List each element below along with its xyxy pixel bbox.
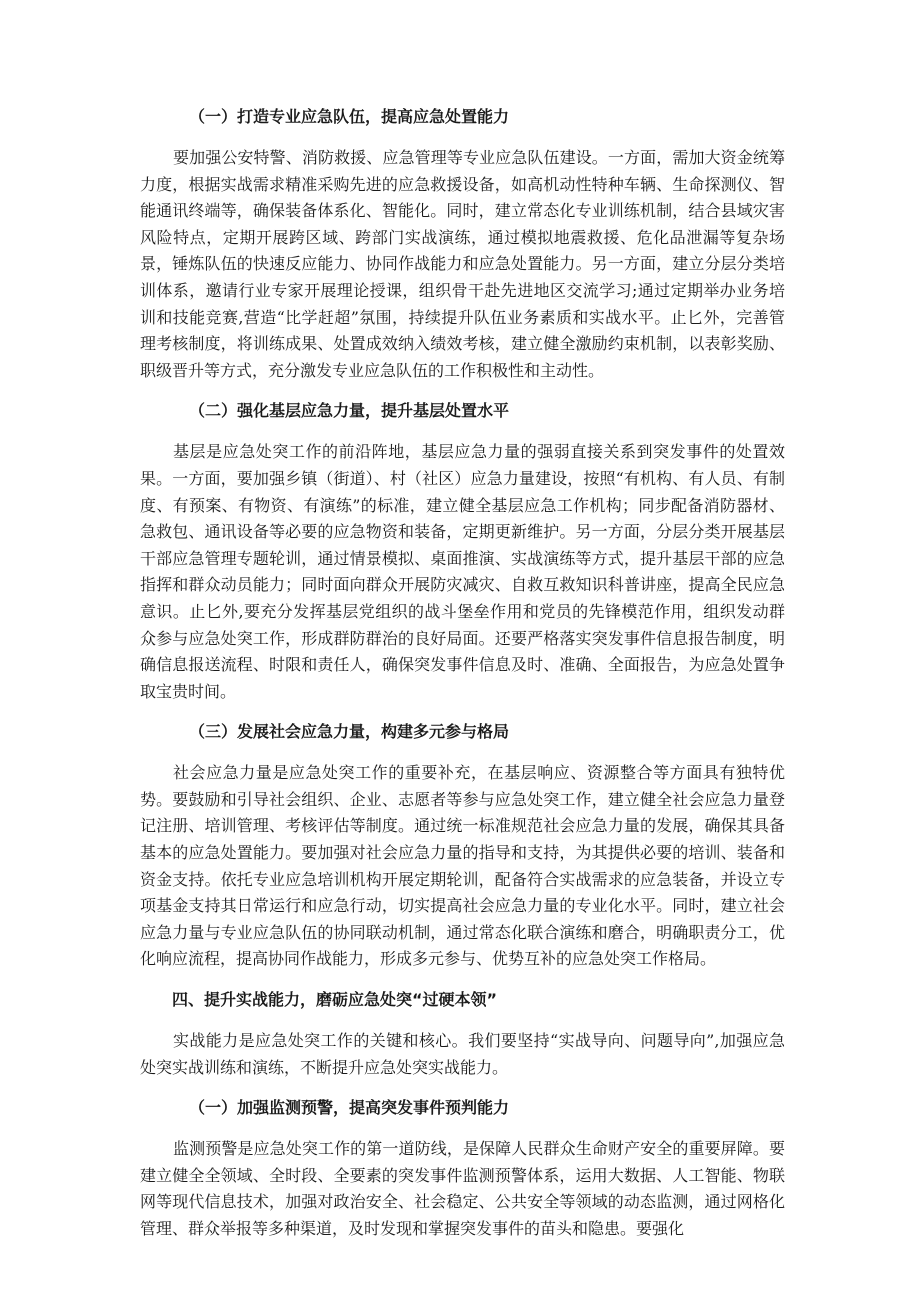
section-2 <box>140 398 785 705</box>
section-heading: （三）发展社会应急力量，构建多元参与格局 <box>189 722 510 742</box>
document-page <box>140 104 785 1257</box>
chapter-heading: 四、提升实战能力，磨砺应急处突“过硬本领” <box>172 990 498 1010</box>
section-5 <box>140 1095 785 1242</box>
section-paragraph: 实战能力是应急处突工作的关键和核心。我们要坚持“实战导向、问题导向”,加强应急处突实战训练和演练，不断提升应急处突实战能力。 <box>140 1031 785 1077</box>
section-heading: （二）强化基层应急力量，提升基层处置水平 <box>189 401 510 421</box>
section-1 <box>140 104 785 384</box>
section-heading: （一）加强监测预警，提高突发事件预判能力 <box>189 1098 510 1118</box>
section-heading: （一）打造专业应急队伍，提高应急处置能力 <box>189 107 510 126</box>
section-4 <box>140 987 785 1081</box>
section-paragraph: 社会应急力量是应急处突工作的重要补充，在基层响应、资源整合等方面具有独特优势。要鼓励和引导社会组织、企业、志愿者等参与应急处突工作，建立健全社会应急力量登记注册、培训管理、考核评估等制度。通过统一标准规范社会应急力量的发展，确保其具备基本的应急处置能力。要加强对社会应急力量的指导和支持，为其提供必要的培训、装备和资金支持。依托专业应急培训机构开展定期轮训，配备符合实战需求的应急装备，并设立专项基金支持其日常运行和应急行动，切实提高社会应急力量的专业化水平。同时，建立社会应急力量与专业应急队伍的协同联动机制，通过常态化联合演练和磨合，明确职责分工，优化响应流程，提高协同作战能力，形成多元参与、优势互补的应急处突工作格局。 <box>140 763 785 969</box>
section-paragraph: 监测预警是应急处突工作的第一道防线，是保障人民群众生命财产安全的重要屏障。要建立健全全领域、全时段、全要素的突发事件监测预警体系，运用大数据、人工智能、物联网等现代信息技术，加强对政治安全、社会稳定、公共安全等领域的动态监测，通过网格化管理、群众举报等多种渠道，及时发现和掌握突发事件的苗头和隐患。要强化 <box>140 1139 785 1238</box>
section-paragraph: 基层是应急处突工作的前沿阵地，基层应急力量的强弱直接关系到突发事件的处置效果。一方面，要加强乡镇（街道）、村（社区）应急力量建设，按照“有机构、有人员、有制度、有预案、有物资、有演练”的标准，建立健全基层应急工作机构；同步配备消防器材、急救包、通讯设备等必要的应急物资和装备，定期更新维护。另一方面，分层分类开展基层干部应急管理专题轮训，通过情景模拟、桌面推演、实战演练等方式，提升基层干部的应急指挥和群众动员能力；同时面向群众开展防灾减灾、自救互救知识科普讲座，提高全民应急意识。止匕外,要充分发挥基层党组织的战斗堡垒作用和党员的先锋模范作用，组织发动群众参与应急处突工作，形成群防群治的良好局面。还要严格落实突发事件信息报告制度，明确信息报送流程、时限和责任人，确保突发事件信息及时、准确、全面报告，为应急处置争取宝贵时间。 <box>140 442 785 701</box>
section-3 <box>140 719 785 973</box>
section-paragraph: 要加强公安特警、消防救援、应急管理等专业应急队伍建设。一方面，需加大资金统筹力度，根据实战需求精准采购先进的应急救援设备，如高机动性特种车辆、生命探测仪、智能通讯终端等，确保装备体系化、智能化。同时，建立常态化专业训练机制，结合县域灾害风险特点，定期开展跨区域、跨部门实战演练，通过模拟地震救援、危化品泄漏等复杂场景，锤炼队伍的快速反应能力、协同作战能力和应急处置能力。另一方面，建立分层分类培训体系，邀请行业专家开展理论授课，组织骨干赴先进地区交流学习;通过定期举办业务培训和技能竞赛,营造“比学赶超”氛围，持续提升队伍业务素质和实战水平。止匕外，完善管理考核制度，将训练成果、处置成效纳入绩效考核，建立健全激励约束机制，以表彰奖励、职级晋升等方式，充分激发专业应急队伍的工作积极性和主动性。 <box>140 148 785 380</box>
